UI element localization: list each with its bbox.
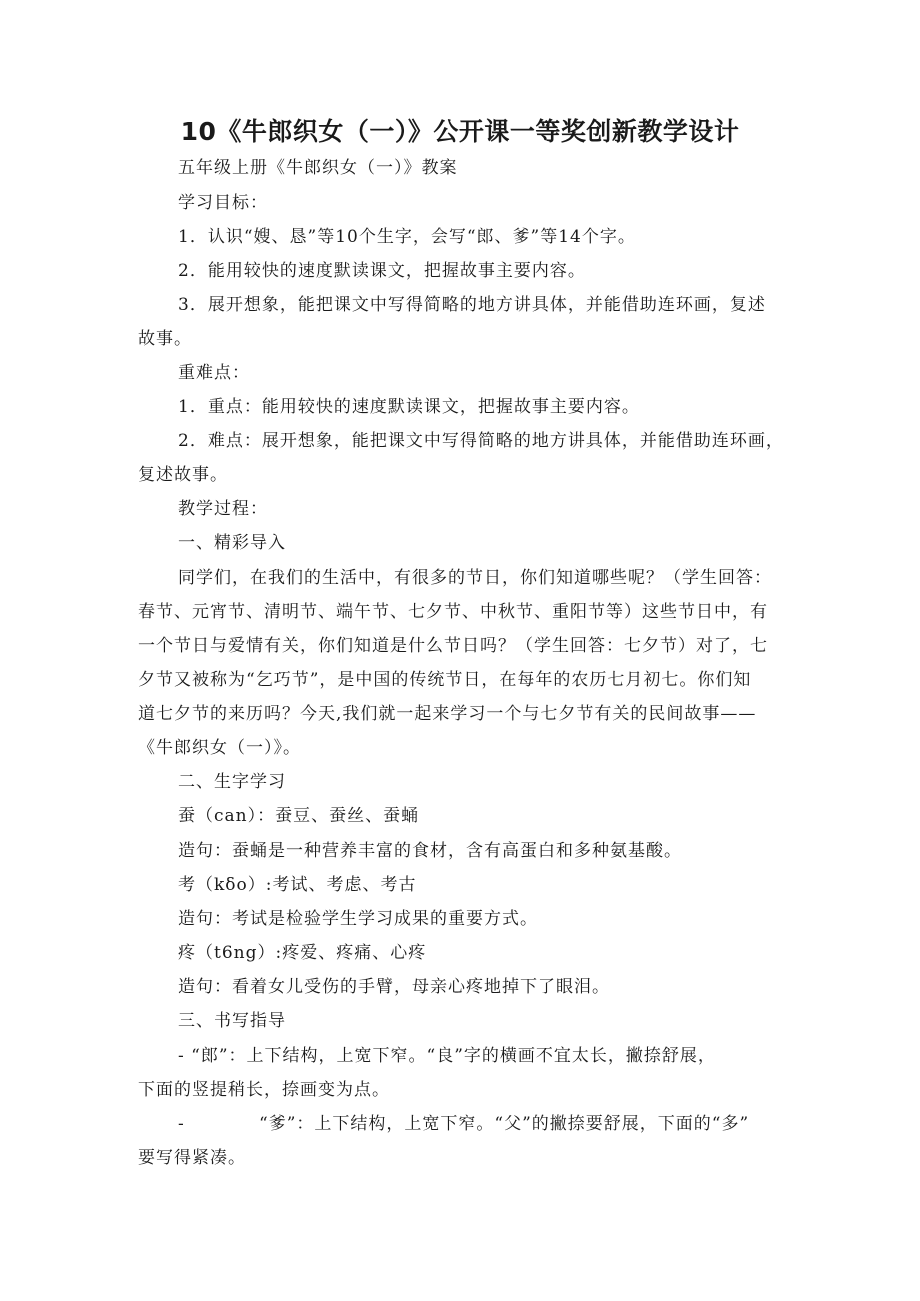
intro-paragraph-line: 春节、元宵节、清明节、端午节、七夕节、中秋节、重阳节等）这些节日中，有 bbox=[138, 602, 768, 622]
key-point-2-line-1: 2．难点：展开想象，能把课文中写得简略的地方讲具体，并能借助连环画， bbox=[178, 431, 784, 451]
key-points-heading: 重难点： bbox=[178, 363, 250, 383]
key-point-2-line-2: 复述故事。 bbox=[138, 465, 228, 485]
objective-1: 1．认识“嫂、恳”等10个生字，会写“郎、爹”等14个字。 bbox=[178, 227, 636, 247]
char-entry-kao: 考（kδo）:考试、考虑、考古 bbox=[178, 875, 417, 895]
writing-guide-die-line-1: “爹”：上下结构，上宽下窄。“父”的撇捺要舒展，下面的“多” bbox=[259, 1114, 750, 1134]
char-entry-teng: 疼（t6ng）:疼爱、疼痛、心疼 bbox=[178, 943, 427, 963]
intro-paragraph-line: 一个节日与爱情有关，你们知道是什么节日吗？（学生回答：七夕节）对了，七 bbox=[138, 636, 768, 656]
objective-3-line-2: 故事。 bbox=[138, 329, 192, 349]
section-1-heading: 一、精彩导入 bbox=[178, 533, 286, 553]
objective-3-line-1: 3．展开想象，能把课文中写得简略的地方讲具体，并能借助连环画，复述 bbox=[178, 295, 766, 315]
sentence-teng: 造句：看着女儿受伤的手臂，母亲心疼地掉下了眼泪。 bbox=[178, 977, 610, 997]
section-2-heading: 二、生字学习 bbox=[178, 772, 286, 792]
writing-guide-lang-line-2: 下面的竖提稍长，捺画变为点。 bbox=[138, 1080, 390, 1100]
process-heading: 教学过程： bbox=[178, 499, 268, 519]
document-title: 10《牛郎织女（一）》公开课一等奖创新教学设计 bbox=[180, 117, 740, 146]
objective-2: 2．能用较快的速度默读课文，把握故事主要内容。 bbox=[178, 261, 586, 281]
key-point-1: 1．重点：能用较快的速度默读课文，把握故事主要内容。 bbox=[178, 397, 640, 417]
intro-paragraph-line: 道七夕节的来历吗？今天,我们就一起来学习一个与七夕节有关的民间故事—— bbox=[138, 704, 757, 724]
writing-guide-lang-line-1: - “郎”：上下结构，上宽下窄。“良”字的横画不宜太长，撇捺舒展， bbox=[178, 1046, 716, 1066]
intro-paragraph-line: 夕节又被称为“乞巧节”，是中国的传统节日，在每年的农历七月初七。你们知 bbox=[138, 670, 752, 690]
writing-guide-die-line-2: 要写得紧凑。 bbox=[138, 1148, 246, 1168]
char-entry-can: 蚕（can）：蚕豆、蚕丝、蚕蛹 bbox=[178, 806, 420, 826]
writing-guide-die-dash: - bbox=[178, 1114, 185, 1134]
sentence-can: 造句：蚕蛹是一种营养丰富的食材，含有高蛋白和多种氨基酸。 bbox=[178, 841, 682, 861]
sentence-kao: 造句：考试是检验学生学习成果的重要方式。 bbox=[178, 909, 538, 929]
subtitle: 五年级上册《牛郎织女（一）》教案 bbox=[178, 158, 458, 178]
intro-paragraph-line: 同学们，在我们的生活中，有很多的节日，你们知道哪些呢？（学生回答： bbox=[178, 568, 772, 588]
section-3-heading: 三、书写指导 bbox=[178, 1011, 286, 1031]
intro-paragraph-line: 《牛郎织女（一）》。 bbox=[138, 738, 301, 758]
objectives-heading: 学习目标： bbox=[178, 193, 268, 213]
